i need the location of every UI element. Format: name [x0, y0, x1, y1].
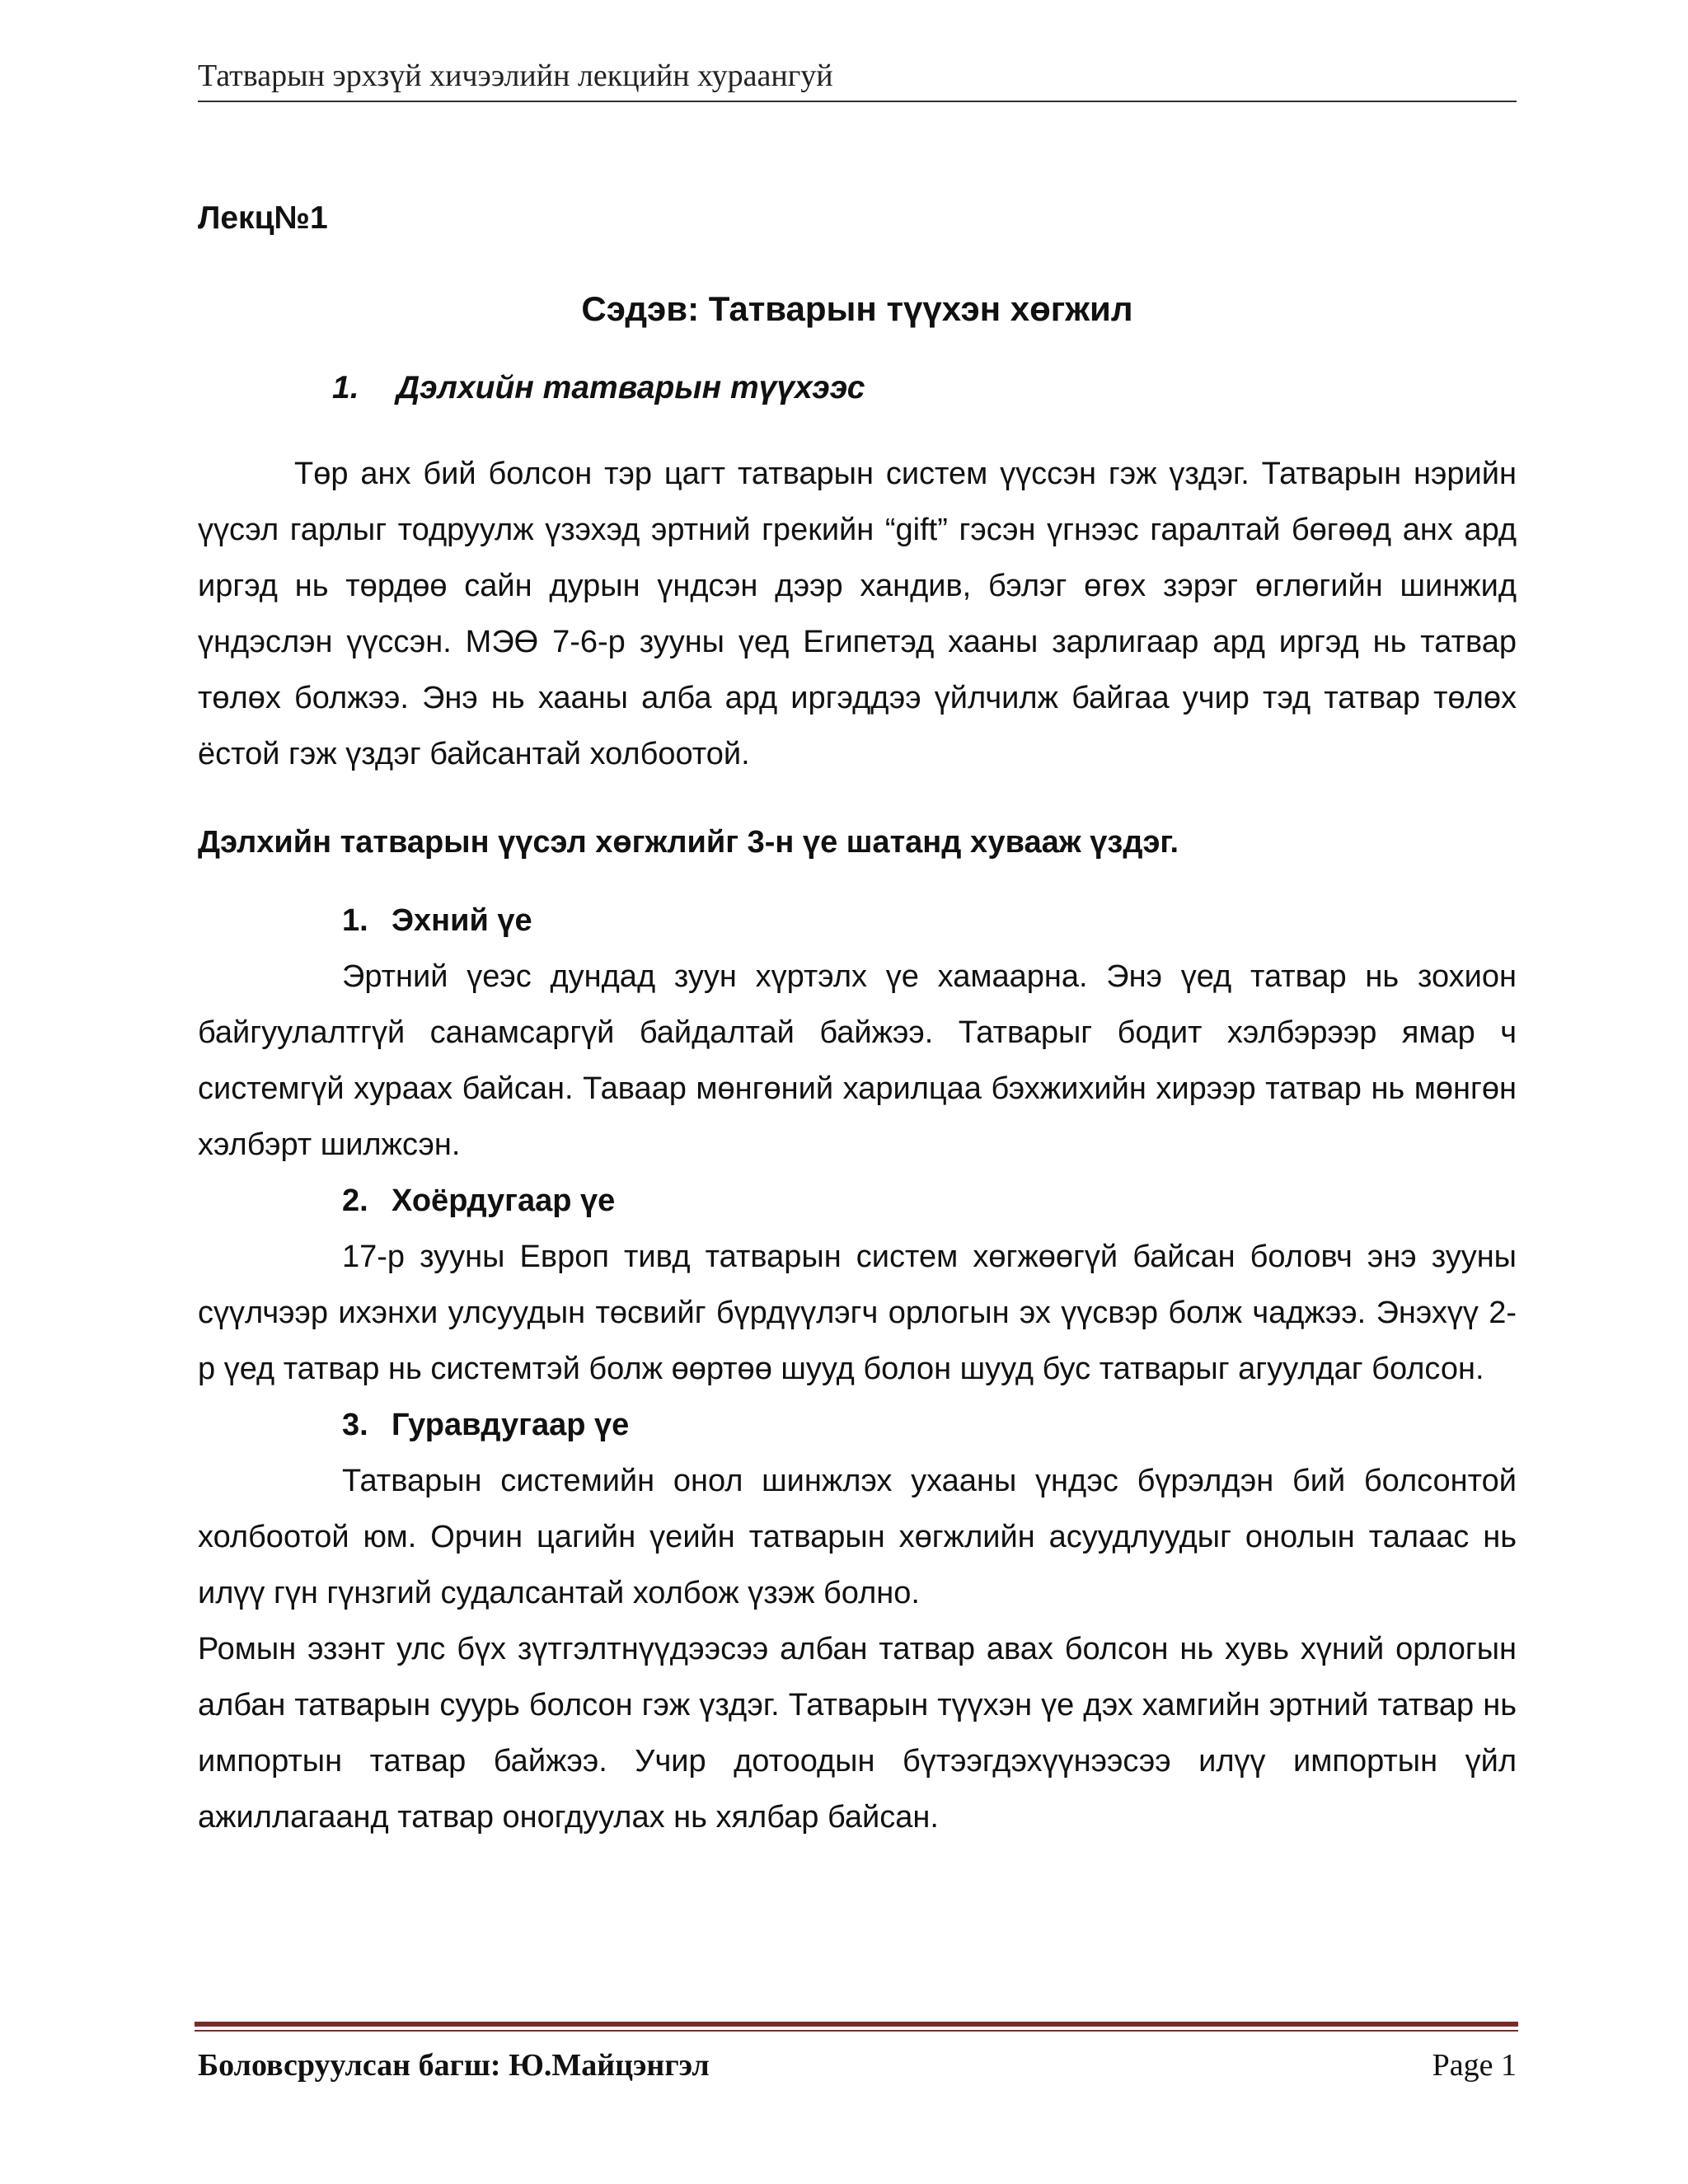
topic-title: Сэдэв: Татварын түүхэн хөгжил	[581, 289, 1133, 328]
stage-title: Гуравдугаар үе	[392, 1408, 630, 1442]
stage-title: Хоёрдугаар үе	[392, 1183, 616, 1218]
stage-number: 1.	[342, 903, 368, 938]
intro-paragraph: Төр анх бий болсон тэр цагт татварын систем үүссэн гэж үздэг. Татварын нэрийн үүсэл гарлыг тодруулж үзэхэд эртний грекийн “gift” гэсэн үгнээс гаралтай бөгөөд анх ард иргэд нь төрдөө сайн дурын үндсэн дээр хандив, бэлэг өгөх зэрэг өглөгийн шинжид үндэслэн үүссэн. МЭӨ 7-6-р зууны үед Египетэд хааны зарлигаар ард иргэд нь татвар төлөх болжээ. Энэ нь хааны алба ард иргэддээ үйлчилж байгаа учир тэд татвар төлөх ёстой гэж үздэг байсантай холбоотой.	[198, 457, 1517, 771]
stage-title: Эхний үе	[392, 903, 532, 938]
section-heading	[198, 370, 1517, 406]
footer-rule	[195, 2022, 1518, 2027]
stage-heading-3	[198, 1397, 1517, 1453]
section-number: 1.	[332, 370, 359, 405]
page-number: Page 1	[1432, 2048, 1517, 2083]
stage-paragraph-3: Татварын системийн онол шинжлэх ухааны үндэс бүрэлдэн бий болсонтой холбоотой юм. Орчин цагийн үеийн татварын хөгжлийн асуудлуудыг онолын талаас нь илүү гүн гүнзгий судалсантай холбож үзэж болно.	[198, 1464, 1517, 1610]
running-header: Татварын эрхзүй хичээлийн лекцийн хураангуй	[198, 58, 1517, 102]
stage-number: 3.	[342, 1408, 368, 1442]
stage-paragraph-2: 17-р зууны Европ тивд татварын систем хөгжөөгүй байсан боловч энэ зууны сүүлчээр ихэнхи улсуудын төсвийг бүрдүүлэгч орлогын эх үүсвэр болж чаджээ. Энэхүү 2-р үед татвар нь системтэй болж өөртөө шууд болон шууд бус татварыг агуулдаг болсон.	[198, 1240, 1517, 1386]
stages-title: Дэлхийн татварын үүсэл хөгжлийг 3-н үе шатанд хувааж үздэг.	[198, 825, 1179, 860]
stage-paragraph-1: Эртний үеэс дундад зуун хүртэлх үе хамаарна. Энэ үед татвар нь зохион байгуулалтгүй санамсаргүй байдалтай байжээ. Татварыг бодит хэлбэрээр ямар ч системгүй хураах байсан. Таваар мөнгөний харилцаа бэхжихийн хирээр татвар нь мөнгөн хэлбэрт шилжсэн.	[198, 959, 1517, 1162]
footer-author: Боловсруулсан багш: Ю.Майцэнгэл	[198, 2048, 710, 2083]
section-title-text: Дэлхийн татварын түүхээс	[396, 370, 865, 405]
closing-paragraph: Ромын эзэнт улс бүх зүтгэлтнүүдээсээ албан татвар авах болсон нь хувь хүний орлогын албан татварын суурь болсон гэж үздэг. Татварын түүхэн үе дэх хамгийн эртний татвар нь импортын татвар байжээ. Учир дотоодын бүтээгдэхүүнээсээ илүү импортын үйл ажиллагаанд татвар оногдуулах нь хялбар байсан.	[198, 1632, 1517, 1835]
lecture-content	[198, 190, 1517, 1845]
stage-heading-2	[198, 1173, 1517, 1229]
lecture-number: Лекц№1	[198, 200, 328, 236]
footer-rule-thin	[195, 2030, 1518, 2032]
stage-number: 2.	[342, 1183, 368, 1218]
stage-heading-1	[198, 893, 1517, 949]
